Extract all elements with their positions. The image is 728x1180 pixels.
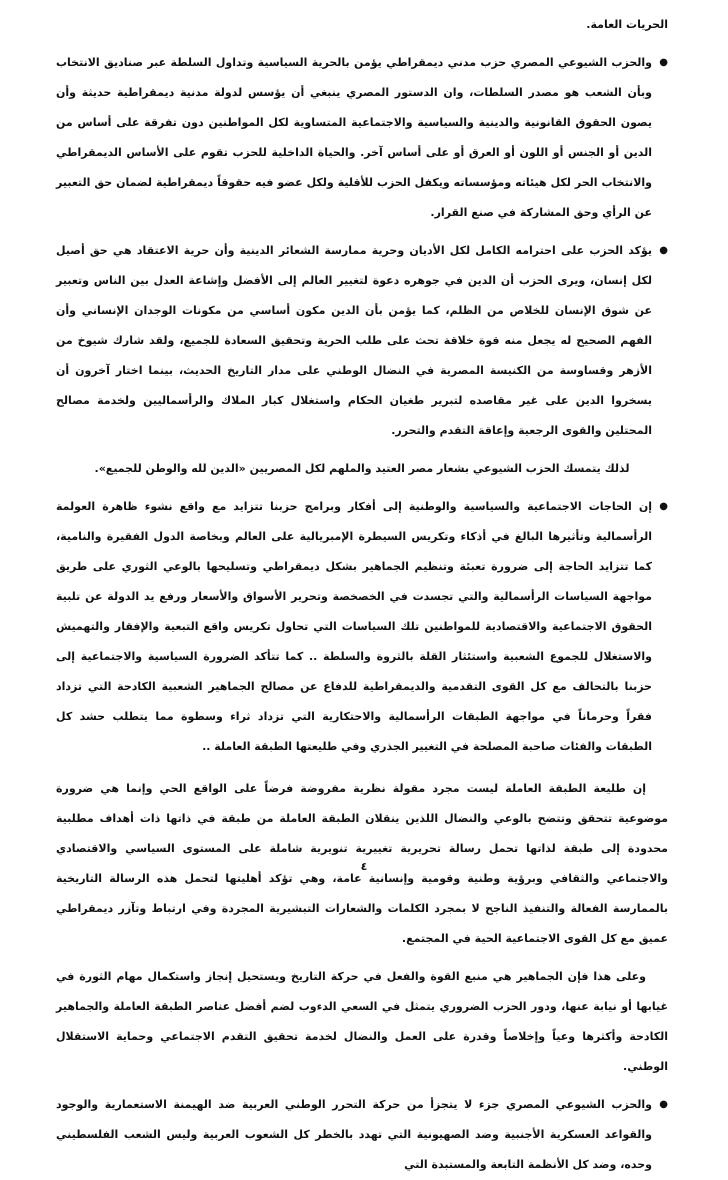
bullet-paragraph-social-needs: ● إن الحاجات الاجتماعية والسياسية والوطنية إلى أفكار وبرامج حزبنا تتزايد مع واقع نشوء ظاهرة العولمة الرأسمالية وتأثيرها البالغ في أذكاء وتكريس السيطرة الإمبريالية على العالم وبخاصة الدول الفقيرة والنامية، كما تتزايد الحاجة إلى ضرورة تعبئة وتنظيم الجماهير بشكل ديمقراطي وتسليحها بالوعي الثوري على طريق مواجهة السياسات الرأسمالية والتي تجسدت في الخصخصة وتحرير الأسواق والأسعار ورفع يد الدولة عن تلبية الحقوق الاجتماعية والاقتصادية للمواطنين تلك السياسات التي تحاول تكريس واقع التبعية والإفقار والتهميش والاستغلال للجموع الشعبية واستئثار القلة بالثروة والسلطة .. كما تتأكد الضرورة السياسية والاجتماعية إلى حزبنا بالتحالف مع كل القوى التقدمية والديمقراطية للدفاع عن مصالح الجماهير الشعبية الكادحة التي تزداد فقراً وحرماناً في مواجهة الطبقات الرأسمالية والاحتكارية التي تزداد ثراء وسطوة مما يتطلب حشد كل الطبقات والفئات صاحبة المصلحة في التغيير الجذري وفي طليعتها الطبقة العاملة .. xyxy=(56,492,668,762)
paragraph-public-freedoms-ending: الحريات العامة. xyxy=(586,18,668,31)
paragraph-working-class-vanguard: إن طليعة الطبقة العاملة ليست مجرد مقولة نظرية مفروضة فرضاً على الواقع الحي وإنما هي ضرورة موضوعية تتحقق وتتضح بالوعي والنضال اللذين ينقلان الطبقة العاملة من طبقة في ذاتها ذات أهداف مطلبية محدودة إلى طبقة لذاتها تحمل رسالة تحريرية تغييرية تنويرية شاملة على المستوى السياسي والاقتصادي والاجتماعي والثقافي وبرؤية وطنية وقومية وإنسانية عامة، وهي تؤكد أهليتها لتحمل هذه الرسالة التاريخية بالممارسة الفعالة والتنفيذ الناجح لا بمجرد الكلمات والشعارات التبشيرية المجردة وفي ارتباط وتآزر ديمقراطي عميق مع كل القوى الاجتماعية الحية في المجتمع. xyxy=(56,782,668,945)
page-number: ٤ xyxy=(360,860,368,873)
bullet-paragraph-civil-democratic-party: ● والحزب الشيوعي المصري حزب مدني ديمقراطي يؤمن بالحرية السياسية وتداول السلطة عبر صناديق الانتخاب وبأن الشعب هو مصدر السلطات، وان الدستور المصري ينبغي أن يؤسس لدولة مدنية ديمقراطية حديثة وأن يصون الحقوق القانونية والدينية والسياسية والاجتماعية المتساوية لكل المواطنين دون تفرقة على أساس من الدين أو الجنس أو اللون أو العرق أو على أساس آخر. والحياة الداخلية للحزب تقوم على الأساس الديمقراطي والانتخاب الحر لكل هيئاته ومؤسساته ويكفل الحزب للأقلية ولكل عضو فيه حقوقاً ديمقراطية لضمان حق التعبير عن الرأي وحق المشاركة في صنع القرار. xyxy=(56,48,668,228)
paragraph-party-slogan: لذلك يتمسك الحزب الشيوعي بشعار مصر العتيد والملهم لكل المصريين «الدين لله والوطن للجميع». xyxy=(94,462,630,475)
paragraph-masses-role: وعلى هذا فإن الجماهير هي منبع القوة والفعل في حركة التاريخ ويستحيل إنجاز واستكمال مهام الثورة في غيابها أو نيابة عنها، ودور الحزب الضروري يتمثل في السعي الدءوب لضم أفضل عناصر الطبقة العاملة والجماهير الكادحة وأكثرها وعياً وإخلاصاً وقدرة على العمل والنضال لخدمة تحقيق التقدم الاجتماعي وحماية الاستقلال الوطني. xyxy=(56,970,668,1073)
document-body xyxy=(56,10,668,1180)
bullet-paragraph-respect-for-religions: ● يؤكد الحزب على احترامه الكامل لكل الأديان وحرية ممارسة الشعائر الدينية وأن حرية الاعتقاد هي حق أصيل لكل إنسان، ويرى الحزب أن الدين في جوهره دعوة لتغيير العالم إلى الأفضل وإشاعة العدل بين الناس وتعبير عن شوق الإنسان للخلاص من الظلم، كما يؤمن بأن الدين مكون أساسي من مكونات الوجدان الإنساني وأن الفهم الصحيح له يجعل منه قوة خلاقة تحث على طلب الحرية وتحقيق السعادة للجميع، ولقد شارك شيوخ من الأزهر وقساوسة من الكنيسة المصرية في النضال الوطني على مدار التاريخ الحديث، بينما اختار آخرون أن يسخروا الدين على غير مقاصده لتبرير طغيان الحكام واستغلال كبار الملاك والرأسماليين ولخدمة مصالح المحتلين والقوى الرجعية وإعاقة التقدم والتحرر. xyxy=(56,236,668,446)
bullet-paragraph-arab-liberation: ● والحزب الشيوعي المصري جزء لا يتجزأ من حركة التحرر الوطني العربية ضد الهيمنة الاستعمارية والوجود والقواعد العسكرية الأجنبية وضد الصهيونية التي تهدد بالخطر كل الشعوب العربية وليس الشعب الفلسطيني وحده، وضد كل الأنظمة التابعة والمستبدة التي xyxy=(56,1090,668,1180)
